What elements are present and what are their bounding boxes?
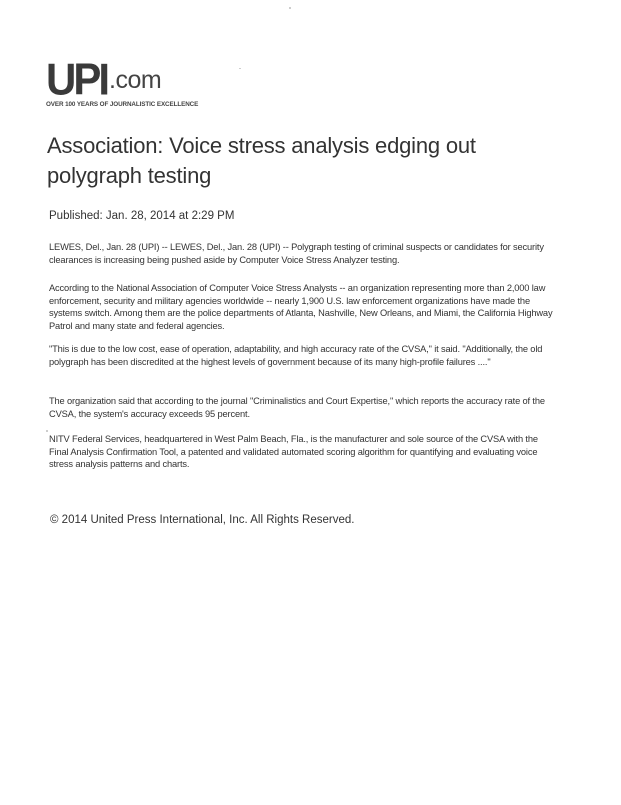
scan-speck xyxy=(46,430,48,432)
logo-tagline: OVER 100 YEARS OF JOURNALISTIC EXCELLENCE xyxy=(46,101,199,108)
upi-logo xyxy=(46,54,199,112)
logo-upi-text: UPI xyxy=(46,54,108,105)
article-paragraph-3: "This is due to the low cost, ease of operation, adaptability, and high accuracy rate of the CVSA," it said. "Additionally, the old polygraph has been discredited at the highest levels of government because of its many high-profile failures ...." xyxy=(49,344,543,367)
article-paragraph-4: The organization said that according to the journal "Criminalistics and Court Expertise," which reports the accuracy rate of the CVSA, the system's accuracy exceeds 95 percent. xyxy=(49,396,545,419)
logo-com-text: .com xyxy=(109,66,162,94)
article-headline: Association: Voice stress analysis edging out polygraph testing xyxy=(47,133,476,188)
copyright-notice: © 2014 United Press International, Inc. All Rights Reserved. xyxy=(50,514,355,526)
scan-speck xyxy=(289,7,291,9)
scan-speck xyxy=(239,68,241,69)
article-paragraph-2: According to the National Association of Computer Voice Stress Analysts -- an organization representing more than 2,000 law enforcement, security and military agencies worldwide -- nearly 1,900 U.S. law enforcement organizations have made the systems switch. Among them are the police departments of Atlanta, Nashville, New Orleans, and Miami, the California Highway Patrol and many state and federal agencies. xyxy=(49,283,553,331)
article-paragraph-5: NITV Federal Services, headquartered in West Palm Beach, Fla., is the manufacturer and sole source of the CVSA with the Final Analysis Confirmation Tool, a patented and validated automated scoring algorithm for quantifying and evaluating voice stress analysis patterns and charts. xyxy=(49,434,538,470)
published-date: Published: Jan. 28, 2014 at 2:29 PM xyxy=(49,210,235,222)
logo-wordmark xyxy=(46,54,162,105)
article-paragraph-1: LEWES, Del., Jan. 28 (UPI) -- LEWES, Del., Jan. 28 (UPI) -- Polygraph testing of criminal suspects or candidates for security clearances is increasing being pushed aside by Computer Voice Stress Analyzer testing. xyxy=(49,242,544,265)
